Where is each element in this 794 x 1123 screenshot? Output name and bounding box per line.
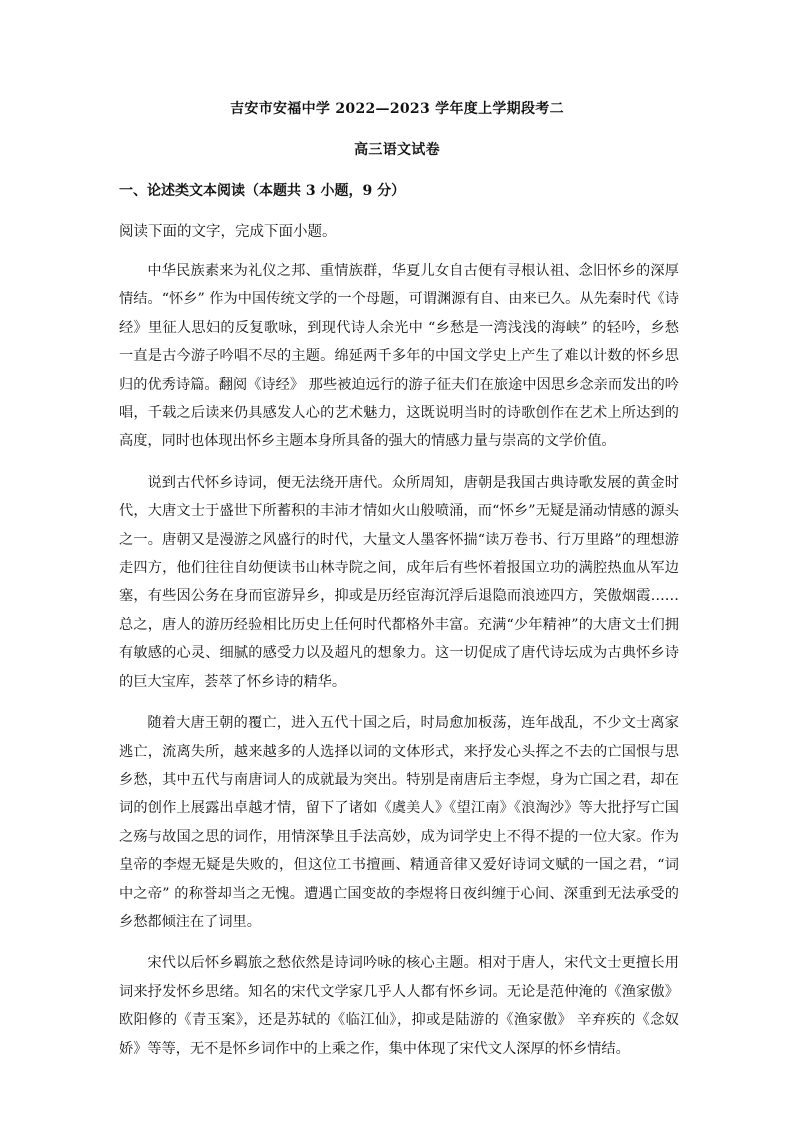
passage-paragraph: 中华民族素来为礼仪之邦、重情族群，华夏儿女自古便有寻根认祖、念旧怀乡的深厚情结。“怀乡” 作为中国传统文学的一个母题，可谓渊源有自、由来已久。从先秦时代《诗经》里征人思妇的反复歌咏，到现代诗人余光中 “乡愁是一湾浅浅的海峡” 的轻吟，乡愁一直是古今游子吟唱不尽的主题。绵延两千多年的中国文学史上产生了难以计数的怀乡思归的优秀诗篇。翻阅《诗经》 那些被迫远行的游子征夫们在旅途中因思乡念亲而发出的吟唱，千载之后读来仍具感发人心的艺术魅力，这既说明当时的诗歌创作在艺术上所达到的高度，同时也体现出怀乡主题本身所具备的强大的情感力量与崇高的文学价值。 [119,263,679,450]
passage-paragraph: 宋代以后怀乡羁旅之愁依然是诗词吟咏的核心主题。相对于唐人，宋代文士更擅长用词来抒发怀乡思绪。知名的宋代文学家几乎人人都有怀乡词。无论是范仲淹的《渔家傲》 欧阳修的《青玉案》，还是苏轼的《临江仙》，抑或是陆游的《渔家傲》 辛弃疾的《念奴娇》等等，无不是怀乡词作中的上乘之作，集中体现了宋代文人深厚的怀乡情结。 [119,955,679,1057]
passage-paragraph: 随着大唐王朝的覆亡，进入五代十国之后，时局愈加板荡，连年战乱，不少文士离家逃亡，流离失所，越来越多的人选择以词的文体形式，来抒发心头挥之不去的亡国恨与思乡愁，其中五代与南唐词人的成就最为突出。特别是南唐后主李煜，身为亡国之君，却在词的创作上展露出卓越才情，留下了诸如《虞美人》《望江南》《浪淘沙》等大批抒写亡国之殇与故国之思的词作，用情深挚且手法高妙，成为词学史上不得不提的一位大家。作为皇帝的李煜无疑是失败的，但这位工书擅画、精通音律又爱好诗词文赋的一国之君，“词中之帝” 的称誉却当之无愧。遭遇亡国变故的李煜将日夜纠缠于心间、深重到无法承受的乡愁都倾注在了词里。 [119,715,679,930]
passage-paragraph: 说到古代怀乡诗词，便无法绕开唐代。众所周知，唐朝是我国古典诗歌发展的黄金时代，大唐文士于盛世下所蓄积的丰沛才情如火山般喷涌，而“怀乡”无疑是涌动情感的源头之一。唐朝又是漫游之风盛行的时代，大量文人墨客怀揣“读万卷书、行万里路”的理想游走四方，他们往往自幼便读书山林寺院之间，成年后有些怀着报国立功的满腔热血从军边塞，有些因公务在身而宦游异乡，抑或是历经宦海沉浮后退隐而浪迹四方，笑傲烟霞……总之，唐人的游历经验相比历史上任何时代都格外丰富。充满“少年精神”的大唐文士们拥有敏感的心灵、细腻的感受力以及超凡的想象力。这一切促成了唐代诗坛成为古典怀乡诗的巨大宝库，荟萃了怀乡诗的精华。 [119,474,679,690]
reading-instruction: 阅读下面的文字，完成下面小题。 [119,224,337,240]
exam-subtitle: 高三语文试卷 [354,142,440,158]
exam-title: 吉安市安福中学 2022—2023 学年度上学期段考二 [230,101,564,117]
section-heading: 一、论述类文本阅读（本题共 3 小题，9 分） [119,183,406,199]
passage [119,257,679,1076]
